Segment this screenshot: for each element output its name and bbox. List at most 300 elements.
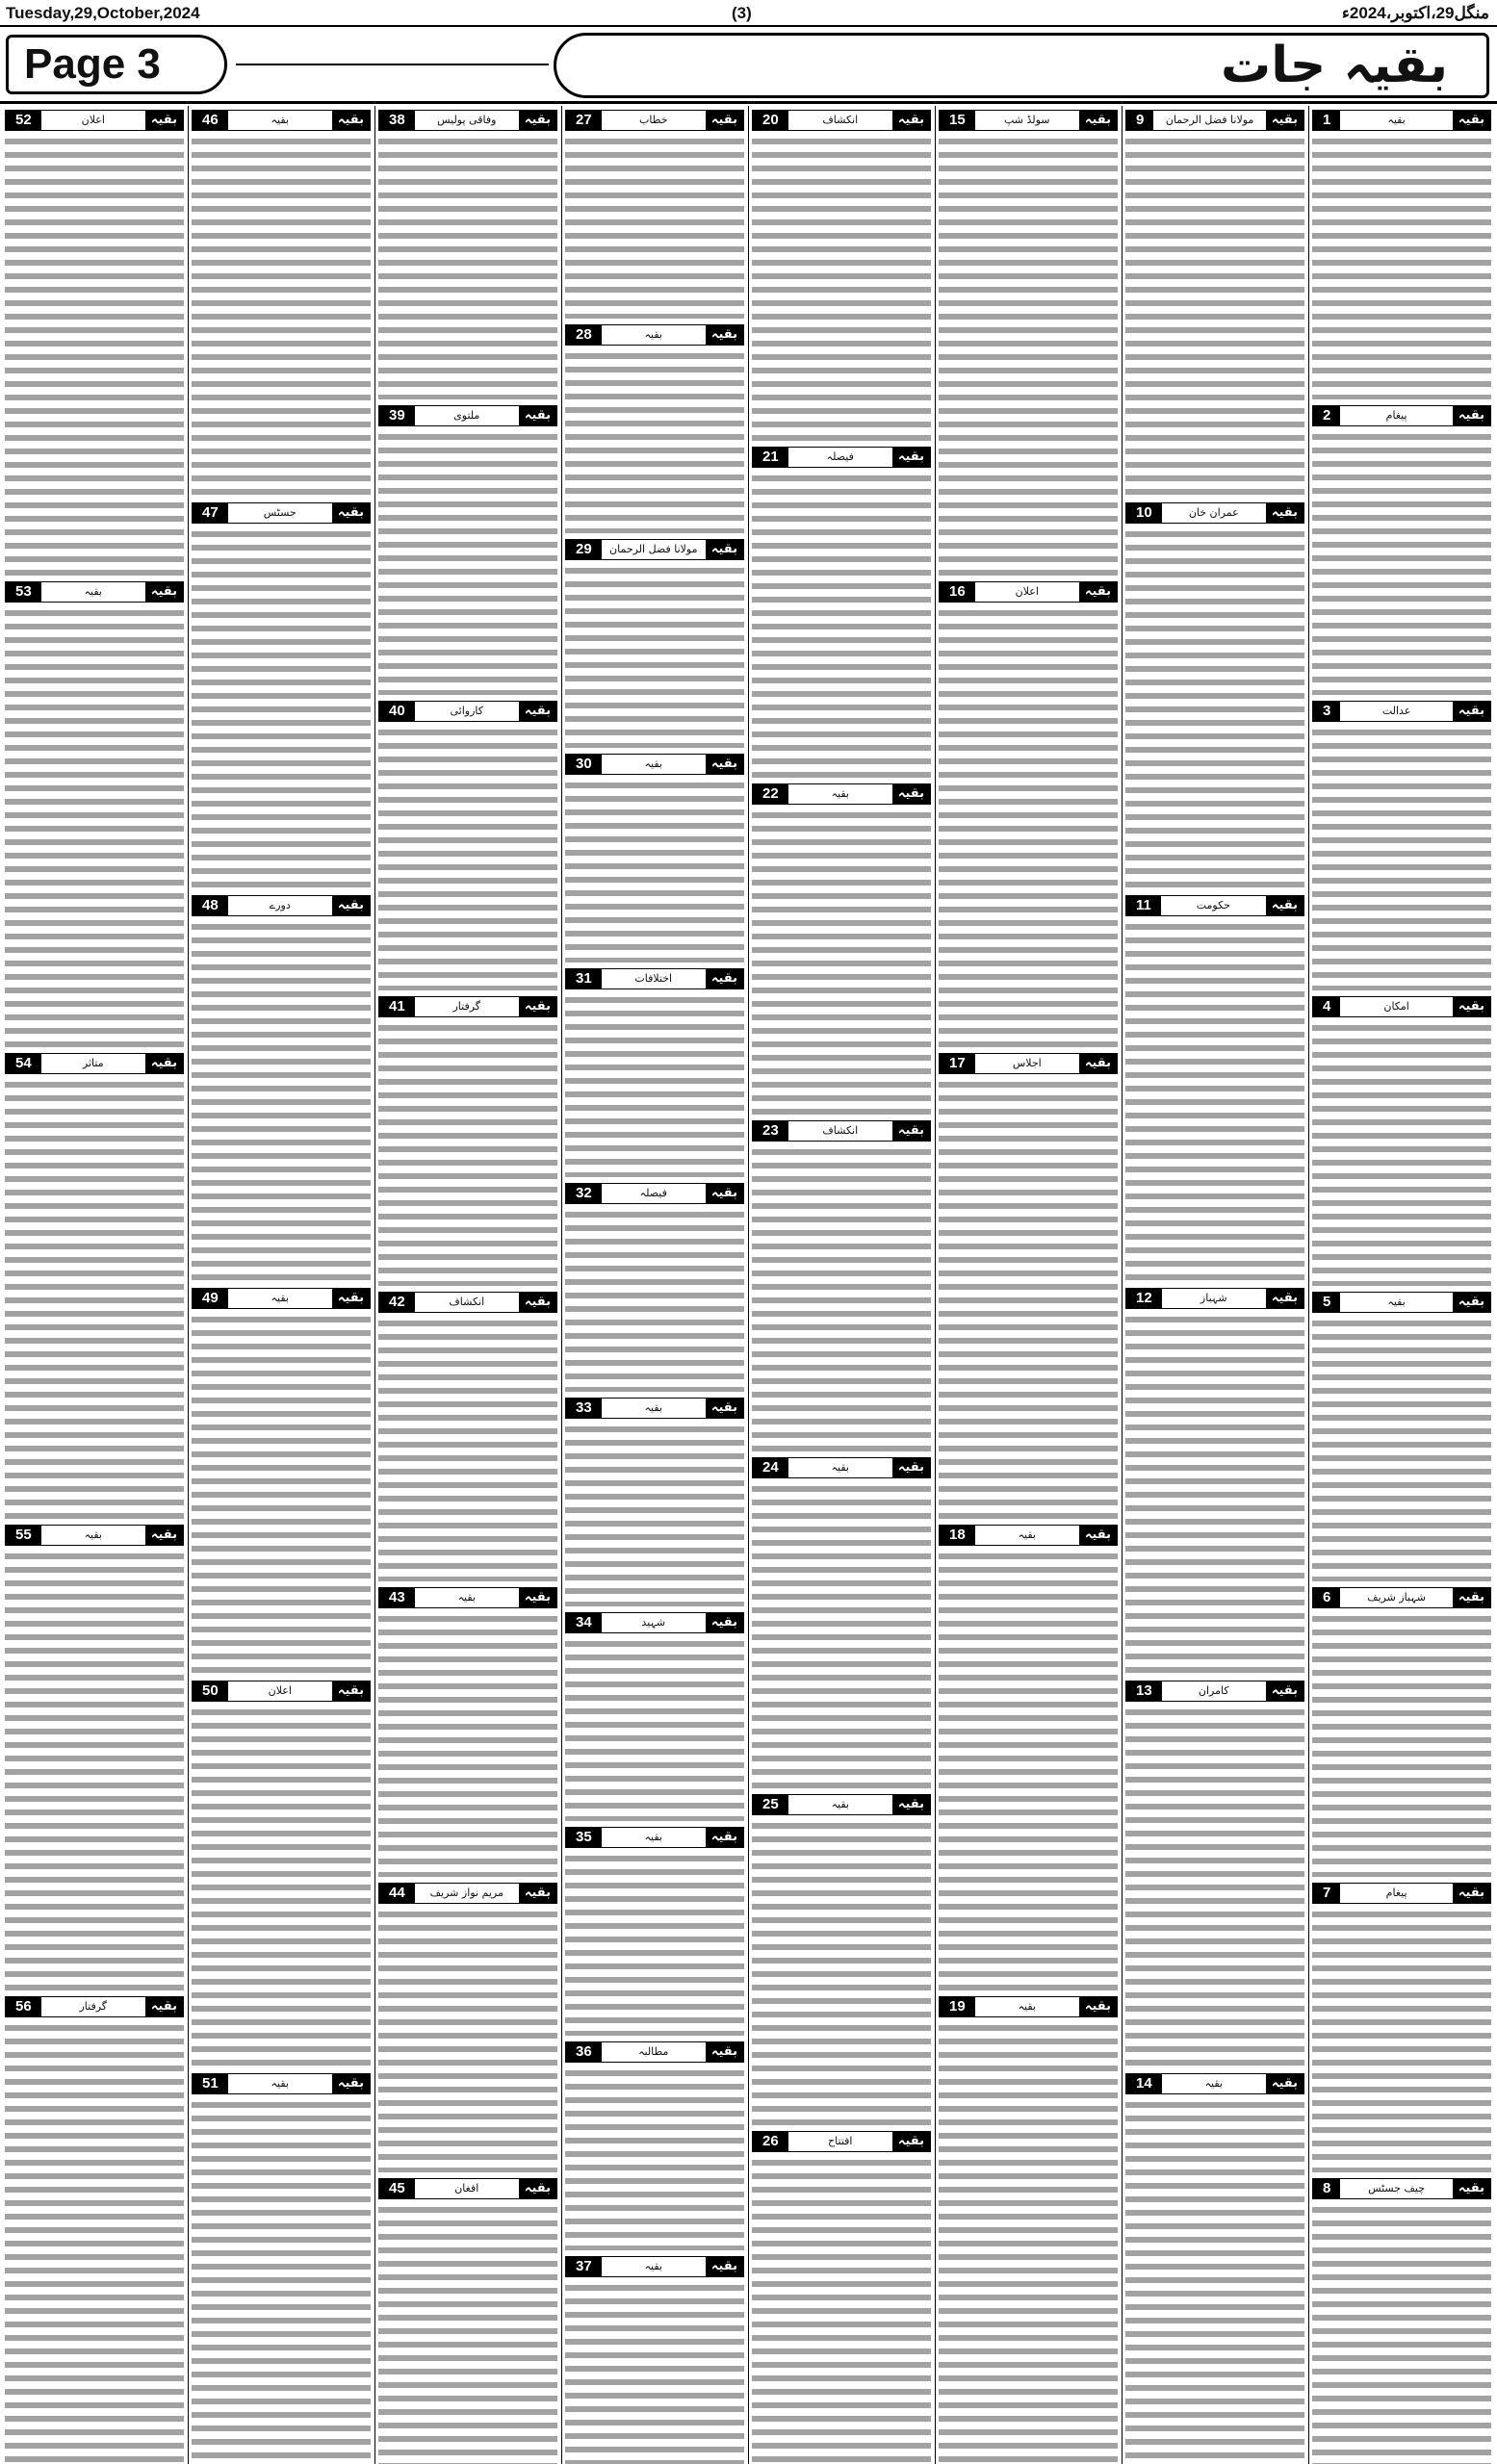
story-header (565, 110, 744, 131)
story-tag: گرفتار (452, 1000, 481, 1013)
story-body (565, 2066, 744, 2250)
story-body (192, 527, 371, 889)
baqiya-label: بقیہ (706, 1184, 743, 1203)
story-body (752, 1145, 931, 1451)
baqiya-label: بقیہ (1266, 896, 1303, 915)
baqiya-label: بقیہ (1266, 1681, 1303, 1701)
column-3 (939, 106, 1118, 2464)
story-tag: سولڈ شپ (1003, 114, 1050, 126)
column-7 (192, 106, 371, 2464)
story-header (192, 502, 371, 524)
column-rule (374, 106, 375, 2464)
baqiya-label: بقیہ (1266, 1289, 1303, 1308)
story-tag: چیف جسٹس (1368, 2182, 1426, 2194)
story-tag: بقیہ (831, 1461, 849, 1474)
story-body (565, 135, 744, 319)
story-header (378, 701, 557, 722)
story-header (565, 1398, 744, 1419)
story-tag: اعلان (81, 114, 105, 126)
column-6 (378, 106, 557, 2464)
story-number: 24 (753, 1458, 788, 1477)
story-header (5, 581, 184, 603)
story-body (565, 779, 744, 962)
story-header (1312, 405, 1491, 426)
story-number: 50 (193, 1681, 228, 1701)
baqiya-label: بقیہ (892, 111, 930, 130)
story-header (565, 1827, 744, 1848)
story-header (752, 2131, 931, 2152)
story-number: 56 (6, 1997, 41, 2016)
story-header (565, 539, 744, 560)
story-header (939, 110, 1118, 131)
baqiya-label: بقیہ (1079, 1054, 1117, 1073)
story-tag: ملتوی (453, 409, 480, 422)
story-header (939, 1996, 1118, 2017)
baqiya-label: بقیہ (892, 1121, 930, 1141)
story-header (192, 1288, 371, 1309)
story-number: 47 (193, 503, 228, 523)
baqiya-label: بقیہ (519, 1588, 556, 1607)
story-body (1312, 2203, 1491, 2464)
baqiya-label: بقیہ (892, 448, 930, 467)
baqiya-label: بقیہ (1079, 582, 1117, 602)
story-header (752, 447, 931, 468)
story-body (1125, 1706, 1304, 2067)
story-body (5, 2021, 184, 2462)
story-number: 16 (940, 582, 975, 602)
story-body (378, 1317, 557, 1581)
story-number: 1 (1313, 111, 1340, 130)
story-body (378, 726, 557, 990)
story-tag: بقیہ (271, 114, 289, 126)
masthead (0, 29, 1497, 104)
story-body (939, 2021, 1118, 2462)
baqiya-label: بقیہ (1453, 1588, 1490, 1607)
baqiya-label: بقیہ (145, 1054, 183, 1073)
story-tag: پیغام (1385, 409, 1407, 422)
story-number: 2 (1313, 406, 1340, 425)
story-number: 22 (753, 784, 788, 804)
story-body (1312, 430, 1491, 695)
story-number: 49 (193, 1289, 228, 1308)
story-tag: دورے (269, 899, 291, 911)
story-number: 36 (566, 2042, 602, 2062)
story-header (192, 895, 371, 916)
story-number: 38 (379, 111, 415, 130)
baqiya-label: بقیہ (892, 2132, 930, 2151)
story-tag: بقیہ (457, 1591, 476, 1604)
story-tag: فیصلہ (826, 450, 854, 463)
story-tag: بقیہ (644, 757, 662, 770)
story-number: 26 (753, 2132, 788, 2151)
story-tag: بقیہ (1204, 2077, 1223, 2090)
story-number: 32 (566, 1184, 602, 1203)
story-body (378, 1908, 557, 2172)
baqiya-label: بقیہ (706, 969, 743, 988)
story-body (565, 2281, 744, 2464)
story-number: 3 (1313, 702, 1340, 721)
baqiya-label: بقیہ (332, 2074, 370, 2093)
story-header (1312, 1292, 1491, 1313)
story-body (939, 135, 1118, 576)
story-number: 28 (566, 325, 602, 345)
story-number: 14 (1126, 2074, 1162, 2093)
story-body (939, 1078, 1118, 1519)
story-body (1125, 527, 1304, 889)
story-number: 30 (566, 755, 602, 774)
story-tag: بقیہ (1387, 114, 1406, 126)
baqiya-label: بقیہ (145, 582, 183, 602)
baqiya-label: بقیہ (332, 111, 370, 130)
story-tag: بقیہ (831, 787, 849, 800)
baqiya-label: بقیہ (1079, 1526, 1117, 1545)
baqiya-label: بقیہ (145, 1997, 183, 2016)
story-tag: شہید (641, 1616, 666, 1629)
column-rule (748, 106, 749, 2464)
story-header (1125, 1681, 1304, 1702)
story-number: 51 (193, 2074, 228, 2093)
story-number: 6 (1313, 1588, 1340, 1607)
baqiya-label: بقیہ (332, 1289, 370, 1308)
story-header (1125, 502, 1304, 524)
story-body (378, 2203, 557, 2464)
story-number: 9 (1126, 111, 1153, 130)
story-body (752, 808, 931, 1115)
story-tag: بقیہ (84, 1528, 102, 1541)
story-tag: مریم نواز شریف (429, 1886, 503, 1899)
story-header (1125, 1288, 1304, 1309)
story-number: 40 (379, 702, 415, 721)
baqiya-label: بقیہ (145, 111, 183, 130)
story-header (565, 1183, 744, 1204)
baqiya-label: بقیہ (706, 2042, 743, 2062)
story-header (378, 405, 557, 426)
story-body (192, 1313, 371, 1675)
story-number: 48 (193, 896, 228, 915)
story-body (752, 1482, 931, 1788)
story-header (378, 1587, 557, 1608)
baqiya-label: بقیہ (892, 1795, 930, 1814)
story-tag: خطاب (638, 114, 668, 126)
baqiya-label: بقیہ (706, 1399, 743, 1418)
story-tag: عدالت (1381, 705, 1411, 717)
story-body (939, 606, 1118, 1047)
column-rule (935, 106, 936, 2464)
story-header (1312, 2178, 1491, 2199)
story-tag: بقیہ (1387, 1296, 1406, 1308)
story-header (1125, 110, 1304, 131)
story-number: 5 (1313, 1293, 1340, 1312)
story-body (565, 1637, 744, 1821)
story-number: 10 (1126, 503, 1162, 523)
story-number: 34 (566, 1613, 602, 1632)
story-body (1125, 135, 1304, 497)
baqiya-label: بقیہ (519, 111, 556, 130)
story-body (565, 993, 744, 1177)
story-tag: شہباز شریف (1367, 1591, 1427, 1604)
story-body (1312, 726, 1491, 990)
story-header (1312, 996, 1491, 1017)
story-tag: مطالبہ (638, 2045, 669, 2058)
story-tag: مولانا فضل الرحمان (1165, 114, 1254, 126)
baqiya-label: بقیہ (706, 1828, 743, 1847)
column-4 (752, 106, 931, 2464)
story-body (565, 1208, 744, 1392)
story-body (5, 1550, 184, 1990)
story-tag: متاثر (82, 1057, 104, 1069)
story-body (565, 1423, 744, 1606)
story-number: 21 (753, 448, 788, 467)
story-body (752, 2156, 931, 2462)
story-header (378, 1292, 557, 1313)
story-body (565, 564, 744, 748)
story-body (1125, 1313, 1304, 1675)
baqiya-label: بقیہ (1266, 503, 1303, 523)
story-body (192, 1706, 371, 2067)
story-number: 25 (753, 1795, 788, 1814)
baqiya-label: بقیہ (706, 755, 743, 774)
story-number: 43 (379, 1588, 415, 1607)
story-header (378, 996, 557, 1017)
story-tag: بقیہ (644, 1401, 662, 1414)
story-body (1312, 1612, 1491, 1877)
column-2 (1125, 106, 1304, 2464)
story-header (565, 1612, 744, 1633)
baqiya-label: بقیہ (706, 2257, 743, 2276)
story-header (1312, 1587, 1491, 1608)
baqiya-label: بقیہ (1453, 2179, 1490, 2198)
story-body (192, 2098, 371, 2460)
baqiya-label: بقیہ (1266, 111, 1303, 130)
masthead-rule (236, 64, 549, 65)
story-header (752, 1794, 931, 1815)
baqiya-label: بقیہ (706, 1613, 743, 1632)
story-header (378, 110, 557, 131)
story-tag: کاروائی (450, 705, 483, 717)
story-number: 33 (566, 1399, 602, 1418)
baqiya-label: بقیہ (519, 997, 556, 1016)
story-number: 45 (379, 2179, 415, 2198)
baqiya-label: بقیہ (145, 1526, 183, 1545)
story-number: 18 (940, 1526, 975, 1545)
story-header (939, 1053, 1118, 1074)
story-body (752, 135, 931, 441)
baqiya-label: بقیہ (519, 1884, 556, 1903)
story-body (5, 606, 184, 1047)
story-number: 27 (566, 111, 602, 130)
column-5 (565, 106, 744, 2464)
baqiya-label: بقیہ (706, 111, 743, 130)
story-body (192, 135, 371, 497)
story-number: 7 (1313, 1884, 1340, 1903)
story-tag: فیصلہ (639, 1187, 667, 1199)
story-header (378, 2178, 557, 2199)
column-rule (1122, 106, 1123, 2464)
baqiya-label: بقیہ (892, 1458, 930, 1477)
story-header (939, 581, 1118, 603)
story-number: 42 (379, 1293, 415, 1312)
story-header (5, 1996, 184, 2017)
story-body (1312, 1908, 1491, 2172)
story-tag: بقیہ (271, 1292, 289, 1304)
baqiya-label: بقیہ (1453, 1293, 1490, 1312)
baqiya-label: بقیہ (519, 406, 556, 425)
story-tag: افتتاح (828, 2135, 853, 2147)
story-header (565, 968, 744, 989)
story-header (5, 1053, 184, 1074)
story-tag: شہباز (1200, 1292, 1227, 1304)
story-tag: افغان (454, 2182, 479, 2194)
story-tag: بقیہ (644, 328, 662, 341)
columns-area (0, 106, 1497, 2464)
story-header (192, 2073, 371, 2094)
story-body (378, 135, 557, 399)
story-body (1312, 1317, 1491, 1581)
story-header (1312, 1883, 1491, 1904)
story-number: 12 (1126, 1289, 1162, 1308)
story-header (1125, 895, 1304, 916)
story-number: 46 (193, 111, 228, 130)
story-body (378, 1021, 557, 1286)
baqiya-label: بقیہ (706, 540, 743, 559)
baqiya-label: بقیہ (332, 896, 370, 915)
story-header (192, 1681, 371, 1702)
story-header (192, 110, 371, 131)
story-number: 35 (566, 1828, 602, 1847)
story-number: 44 (379, 1884, 415, 1903)
story-body (192, 920, 371, 1282)
story-tag: کامران (1198, 1684, 1229, 1697)
story-body (565, 349, 744, 533)
story-number: 13 (1126, 1681, 1162, 1701)
story-header (1125, 2073, 1304, 2094)
story-tag: بقیہ (644, 2260, 662, 2272)
story-header (939, 1525, 1118, 1546)
baqiya-label: بقیہ (706, 325, 743, 345)
story-tag: بقیہ (1018, 2000, 1036, 2013)
story-tag: انکشاف (822, 114, 859, 126)
story-number: 52 (6, 111, 41, 130)
story-number: 19 (940, 1997, 975, 2016)
story-tag: اختلافات (634, 972, 673, 985)
story-number: 4 (1313, 997, 1340, 1016)
story-number: 39 (379, 406, 415, 425)
column-1 (1312, 106, 1491, 2464)
story-header (565, 324, 744, 346)
story-tag: انکشاف (822, 1124, 859, 1137)
story-tag: وفاقی پولیس (437, 114, 497, 126)
story-body (5, 1078, 184, 1519)
story-body (378, 1612, 557, 1877)
story-header (5, 1525, 184, 1546)
story-body (752, 472, 931, 778)
story-tag: اجلاس (1012, 1057, 1042, 1069)
story-header (378, 1883, 557, 1904)
story-tag: گرفتار (79, 2000, 108, 2013)
baqiya-label: بقیہ (1266, 2074, 1303, 2093)
story-body (752, 1819, 931, 2125)
story-header (5, 110, 184, 131)
story-tag: عمران خان (1188, 506, 1239, 519)
baqiya-label: بقیہ (892, 784, 930, 804)
story-number: 53 (6, 582, 41, 602)
urdu-date: منگل29،اکتوبر،2024ء (1341, 4, 1489, 22)
story-header (752, 110, 931, 131)
column-rule (561, 106, 562, 2464)
story-number: 11 (1126, 896, 1161, 915)
story-tag: اعلان (1015, 585, 1039, 598)
story-tag: بقیہ (271, 2077, 289, 2090)
baqiya-label: بقیہ (332, 1681, 370, 1701)
baqiya-label: بقیہ (1453, 1884, 1490, 1903)
top-bar (0, 0, 1497, 27)
story-header (1312, 110, 1491, 131)
story-header (1312, 701, 1491, 722)
story-header (565, 2256, 744, 2277)
story-header (752, 783, 931, 805)
story-tag: امکان (1383, 1000, 1409, 1013)
baqiya-label: بقیہ (1079, 1997, 1117, 2016)
baqiya-label: بقیہ (1453, 111, 1490, 130)
baqiya-label: بقیہ (519, 1293, 556, 1312)
story-body (1312, 135, 1491, 399)
baqiya-label: بقیہ (332, 503, 370, 523)
story-number: 37 (566, 2257, 602, 2276)
baqiya-label: بقیہ (519, 2179, 556, 2198)
story-tag: پیغام (1385, 1886, 1407, 1899)
story-tag: بقیہ (84, 585, 102, 598)
story-number: 54 (6, 1054, 41, 1073)
story-header (752, 1457, 931, 1478)
story-tag: جسٹس (263, 506, 297, 519)
english-date: Tuesday,29,October,2024 (6, 4, 200, 22)
baqiya-label: بقیہ (1453, 406, 1490, 425)
page-label: Page 3 (6, 35, 227, 94)
story-header (565, 754, 744, 775)
story-body (1312, 1021, 1491, 1286)
story-header (565, 2041, 744, 2063)
column-8 (5, 106, 184, 2464)
story-header (752, 1120, 931, 1142)
column-rule (188, 106, 189, 2464)
story-tag: مولانا فضل الرحمان (609, 543, 698, 555)
story-number: 41 (379, 997, 415, 1016)
story-number: 31 (566, 969, 602, 988)
story-number: 20 (753, 111, 788, 130)
story-body (5, 135, 184, 576)
column-rule (1308, 106, 1309, 2464)
story-body (1125, 920, 1304, 1282)
story-number: 15 (940, 111, 975, 130)
story-body (565, 1852, 744, 2036)
story-tag: بقیہ (831, 1798, 849, 1810)
story-number: 55 (6, 1526, 41, 1545)
story-body (1125, 2098, 1304, 2460)
story-number: 17 (940, 1054, 975, 1073)
story-tag: حکومت (1196, 899, 1230, 911)
baqiya-label: بقیہ (1079, 111, 1117, 130)
story-body (378, 430, 557, 695)
story-number: 23 (753, 1121, 788, 1141)
baqiya-label: بقیہ (519, 702, 556, 721)
section-title: بقیہ جات (554, 33, 1489, 98)
story-number: 8 (1313, 2179, 1340, 2198)
page-number: (3) (732, 4, 752, 22)
story-tag: بقیہ (1018, 1528, 1036, 1541)
baqiya-label: بقیہ (1453, 997, 1490, 1016)
story-body (939, 1550, 1118, 1990)
story-tag: انکشاف (449, 1296, 485, 1308)
